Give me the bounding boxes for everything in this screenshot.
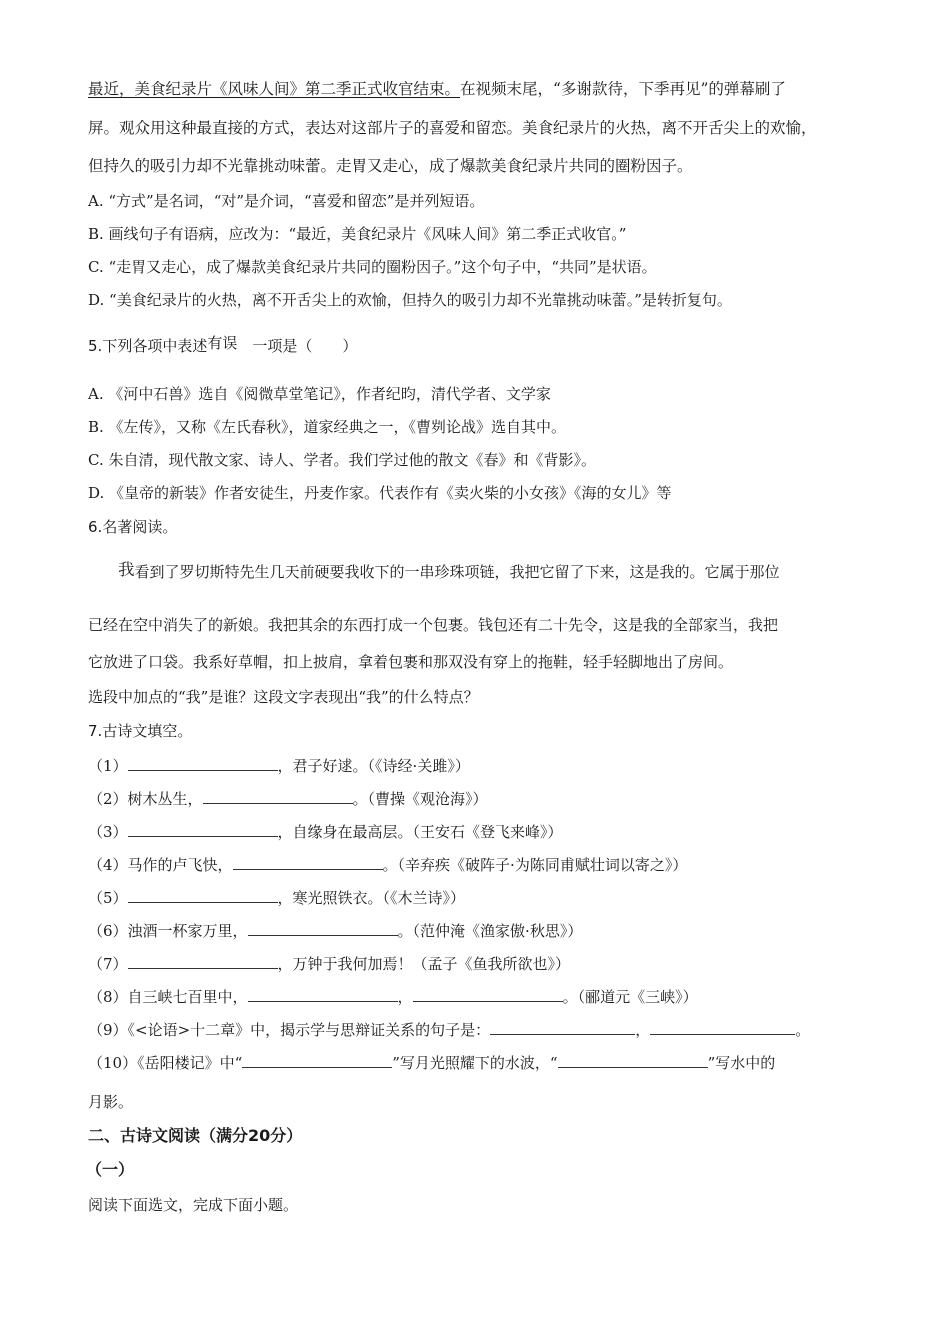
answer-blank[interactable] [128,756,278,771]
q5-number: 5. [88,337,103,355]
q7-item-2: （2）树木丛生， 。（曹操《观沧海》） [88,790,488,808]
answer-blank[interactable] [248,987,398,1002]
q7-item-10: （10）《岳阳楼记》中“ ”写月光照耀下的水波，“ ”写水中的 [88,1054,776,1072]
answer-blank[interactable] [413,987,563,1002]
q5-option-b: B. 《左传》，又称《左氏春秋》，道家经典之一，《曹刿论战》选自其中。 [88,418,567,436]
section-heading: 二、古诗文阅读（满分20分） [88,1126,303,1145]
q6-question: 选段中加点的“我”是谁？这段文字表现出“我”的什么特点？ [88,688,479,706]
answer-blank[interactable] [558,1053,708,1068]
dotted-wo: 我 [118,560,135,579]
q5-option-a: A. 《河中石兽》选自《阅微草堂笔记》，作者纪昀，清代学者、文学家 [88,385,551,403]
answer-blank[interactable] [242,1053,392,1068]
q4-option-a: A. “方式”是名词，“对”是介词，“喜爱和留恋”是并列短语。 [88,192,485,210]
answer-blank[interactable] [233,855,383,870]
q6-excerpt-line-2: 已经在空中消失了的新娘。我把其余的东西打成一个包裹。钱包还有二十先令，这是我的全部家当，我把 [88,616,779,634]
q4-option-c: C. “走胃又走心，成了爆款美食纪录片共同的圈粉因子。”这个句子中，“共同”是状语。 [88,258,657,276]
passage-line-3: 但持久的吸引力却不光靠挑动味蕾。走胃又走心，成了爆款美食纪录片共同的圈粉因子。 [88,157,693,175]
q4-option-b: B. 画线句子有语病，应改为：“最近，美食纪录片《风味人间》第二季正式收官。” [88,225,627,243]
q5-option-d: D. 《皇帝的新装》作者安徒生，丹麦作家。代表作有《卖火柴的小女孩》《海的女儿》等 [88,484,672,502]
answer-blank[interactable] [128,954,278,969]
q7-item-5: （5） ，寒光照铁衣。（《木兰诗》） [88,889,466,907]
q7-item-6: （6）浊酒一杯家万里， 。（范仲淹《渔家傲·秋思》） [88,922,583,940]
section-instruction: 阅读下面选文，完成下面小题。 [88,1196,299,1214]
q6-title: 6.名著阅读。 [88,518,178,536]
q4-option-d: D. “美食纪录片的火热，离不开舌尖上的欢愉，但持久的吸引力却不光靠挑动味蕾。”是转折复句。 [88,291,732,309]
q6-excerpt-line-1: 我看到了罗切斯特先生几天前硬要我收下的一串珍珠项链，我把它留了下来，这是我的。它属于那位 [118,560,780,581]
q7-item-3: （3） ，自缘身在最高层。（王安石《登飞来峰》） [88,823,563,841]
q7-item-4: （4）马作的卢飞快， 。（辛弃疾《破阵子·为陈同甫赋壮词以寄之》） [88,856,688,874]
q7-item-10-cont: 月影。 [88,1093,134,1111]
q6-number: 6. [88,518,103,536]
q7-number: 7. [88,722,103,740]
q7-title: 7.古诗文填空。 [88,722,193,740]
answer-blank[interactable] [128,822,278,837]
q7-item-7: （7） ，万钟于我何加焉！（孟子《鱼我所欲也》） [88,955,571,973]
q6-excerpt-line-3: 它放进了口袋。我系好草帽，扣上披肩，拿着包裹和那双没有穿上的拖鞋，轻手轻脚地出了房间。 [88,653,734,671]
passage-line-1: 最近，美食纪录片《风味人间》第二季正式收官结束。在视频末尾，“多谢款待，下季再见”的弹幕刷了 [88,80,786,98]
subsection-heading: （一） [86,1160,135,1179]
q7-item-8: （8）自三峡七百里中， ， 。（郦道元《三峡》） [88,988,698,1006]
q7-item-9: （9）《<论语>十二章》中，揭示学与思辩证关系的句子是： ， 。 [88,1021,811,1039]
answer-blank[interactable] [490,1020,635,1035]
answer-blank[interactable] [248,921,398,936]
answer-blank[interactable] [203,789,353,804]
passage-line-2: 屏。观众用这种最直接的方式，表达对这部片子的喜爱和留恋。美食纪录片的火热，离不开舌尖上的欢愉， [88,119,817,137]
answer-blank[interactable] [650,1020,795,1035]
q5-dotted-word: 有误 [207,334,238,352]
q5-option-c: C. 朱自清，现代散文家、诗人、学者。我们学过他的散文《春》和《背影》。 [88,451,596,469]
q7-item-1: （1） ，君子好逑。（《诗经·关雎》） [88,757,470,775]
q5-stem: 5.下列各项中表述有误 一项是（ ） [88,334,358,355]
underlined-sentence: 最近，美食纪录片《风味人间》第二季正式收官结束。 [88,80,461,98]
answer-blank[interactable] [128,888,278,903]
